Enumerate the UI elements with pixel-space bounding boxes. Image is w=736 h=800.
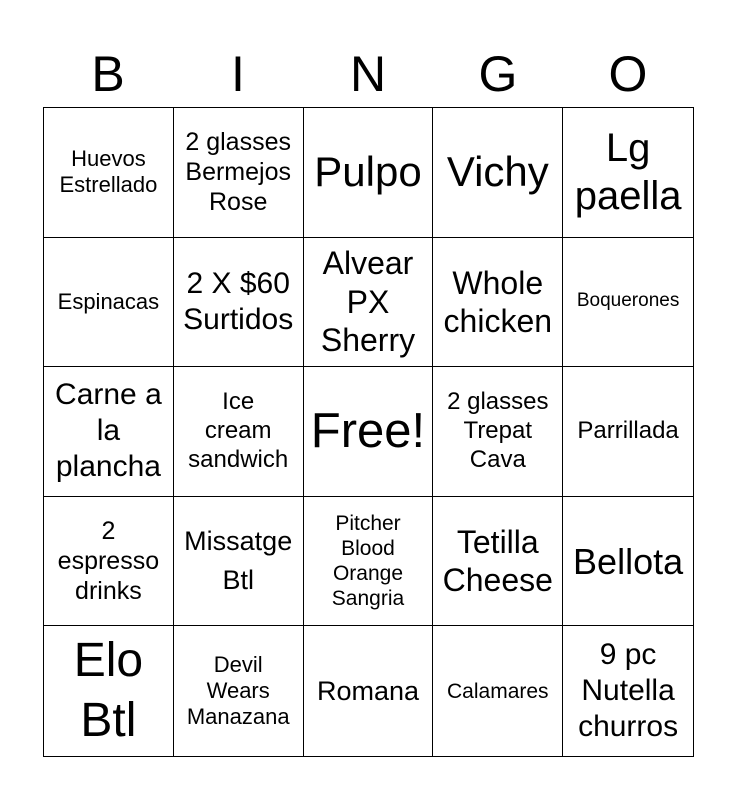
bingo-board bbox=[43, 107, 694, 757]
bingo-cell[interactable] bbox=[44, 238, 174, 368]
header-letter-b: B bbox=[91, 46, 125, 102]
bingo-cell[interactable] bbox=[563, 626, 693, 756]
bingo-cell[interactable] bbox=[44, 367, 174, 497]
cell-label: Boquerones bbox=[576, 290, 680, 312]
bingo-cell[interactable] bbox=[433, 367, 563, 497]
bingo-cell[interactable] bbox=[304, 108, 434, 238]
bingo-cell[interactable] bbox=[433, 108, 563, 238]
cell-label: Espinacas bbox=[57, 288, 160, 314]
cell-label: 2 glasses Trepat Cava bbox=[447, 388, 549, 473]
bingo-cell[interactable] bbox=[174, 108, 304, 238]
bingo-cell[interactable] bbox=[174, 497, 304, 627]
cell-label: Whole chicken bbox=[443, 264, 553, 339]
cell-label: Romana bbox=[316, 675, 420, 706]
cell-label: Ice cream sandwich bbox=[188, 388, 289, 473]
cell-label: Lg paella bbox=[574, 126, 682, 219]
cell-label: Missatge Btl bbox=[184, 525, 293, 596]
bingo-cell[interactable] bbox=[44, 626, 174, 756]
cell-label: Pulpo bbox=[314, 148, 422, 196]
bingo-cell[interactable] bbox=[174, 626, 304, 756]
bingo-cell[interactable] bbox=[174, 367, 304, 497]
cell-label: 2 glasses Bermejos Rose bbox=[185, 128, 291, 217]
cell-label: 2 espresso drinks bbox=[57, 517, 160, 606]
header-letter-g: G bbox=[478, 46, 518, 102]
bingo-cell[interactable] bbox=[304, 238, 434, 368]
cell-label: Elo Btl bbox=[73, 634, 144, 748]
bingo-cell[interactable] bbox=[563, 108, 693, 238]
bingo-cell[interactable] bbox=[44, 497, 174, 627]
free-space-label: Free! bbox=[310, 404, 426, 459]
cell-label: Parrillada bbox=[577, 417, 679, 445]
cell-label: Carne a la plancha bbox=[55, 378, 162, 484]
cell-label: Tetilla Cheese bbox=[442, 523, 553, 599]
bingo-cell[interactable] bbox=[563, 238, 693, 368]
cell-label: 2 X $60 Surtidos bbox=[183, 266, 294, 336]
bingo-header bbox=[43, 42, 693, 106]
bingo-cell[interactable] bbox=[433, 626, 563, 756]
cell-label: Devil Wears Manazana bbox=[186, 651, 290, 730]
bingo-cell[interactable] bbox=[174, 238, 304, 368]
cell-label: Pitcher Blood Orange Sangria bbox=[331, 511, 405, 611]
bingo-cell[interactable] bbox=[563, 497, 693, 627]
cell-label: Bellota bbox=[573, 540, 684, 582]
bingo-cell[interactable] bbox=[563, 367, 693, 497]
cell-label: Alvear PX Sherry bbox=[320, 245, 416, 359]
cell-label: 9 pc Nutella churros bbox=[578, 638, 679, 744]
header-letter-i: I bbox=[231, 46, 245, 102]
header-letter-o: O bbox=[608, 46, 648, 102]
cell-label: Huevos Estrellado bbox=[59, 145, 158, 198]
cell-label: Vichy bbox=[446, 148, 549, 196]
bingo-cell[interactable] bbox=[304, 626, 434, 756]
bingo-cell[interactable] bbox=[433, 238, 563, 368]
free-space-cell[interactable] bbox=[304, 367, 434, 497]
header-letter-n: N bbox=[349, 46, 387, 102]
bingo-cell[interactable] bbox=[44, 108, 174, 238]
bingo-cell[interactable] bbox=[304, 497, 434, 627]
cell-label: Calamares bbox=[447, 679, 549, 703]
bingo-cell[interactable] bbox=[433, 497, 563, 627]
